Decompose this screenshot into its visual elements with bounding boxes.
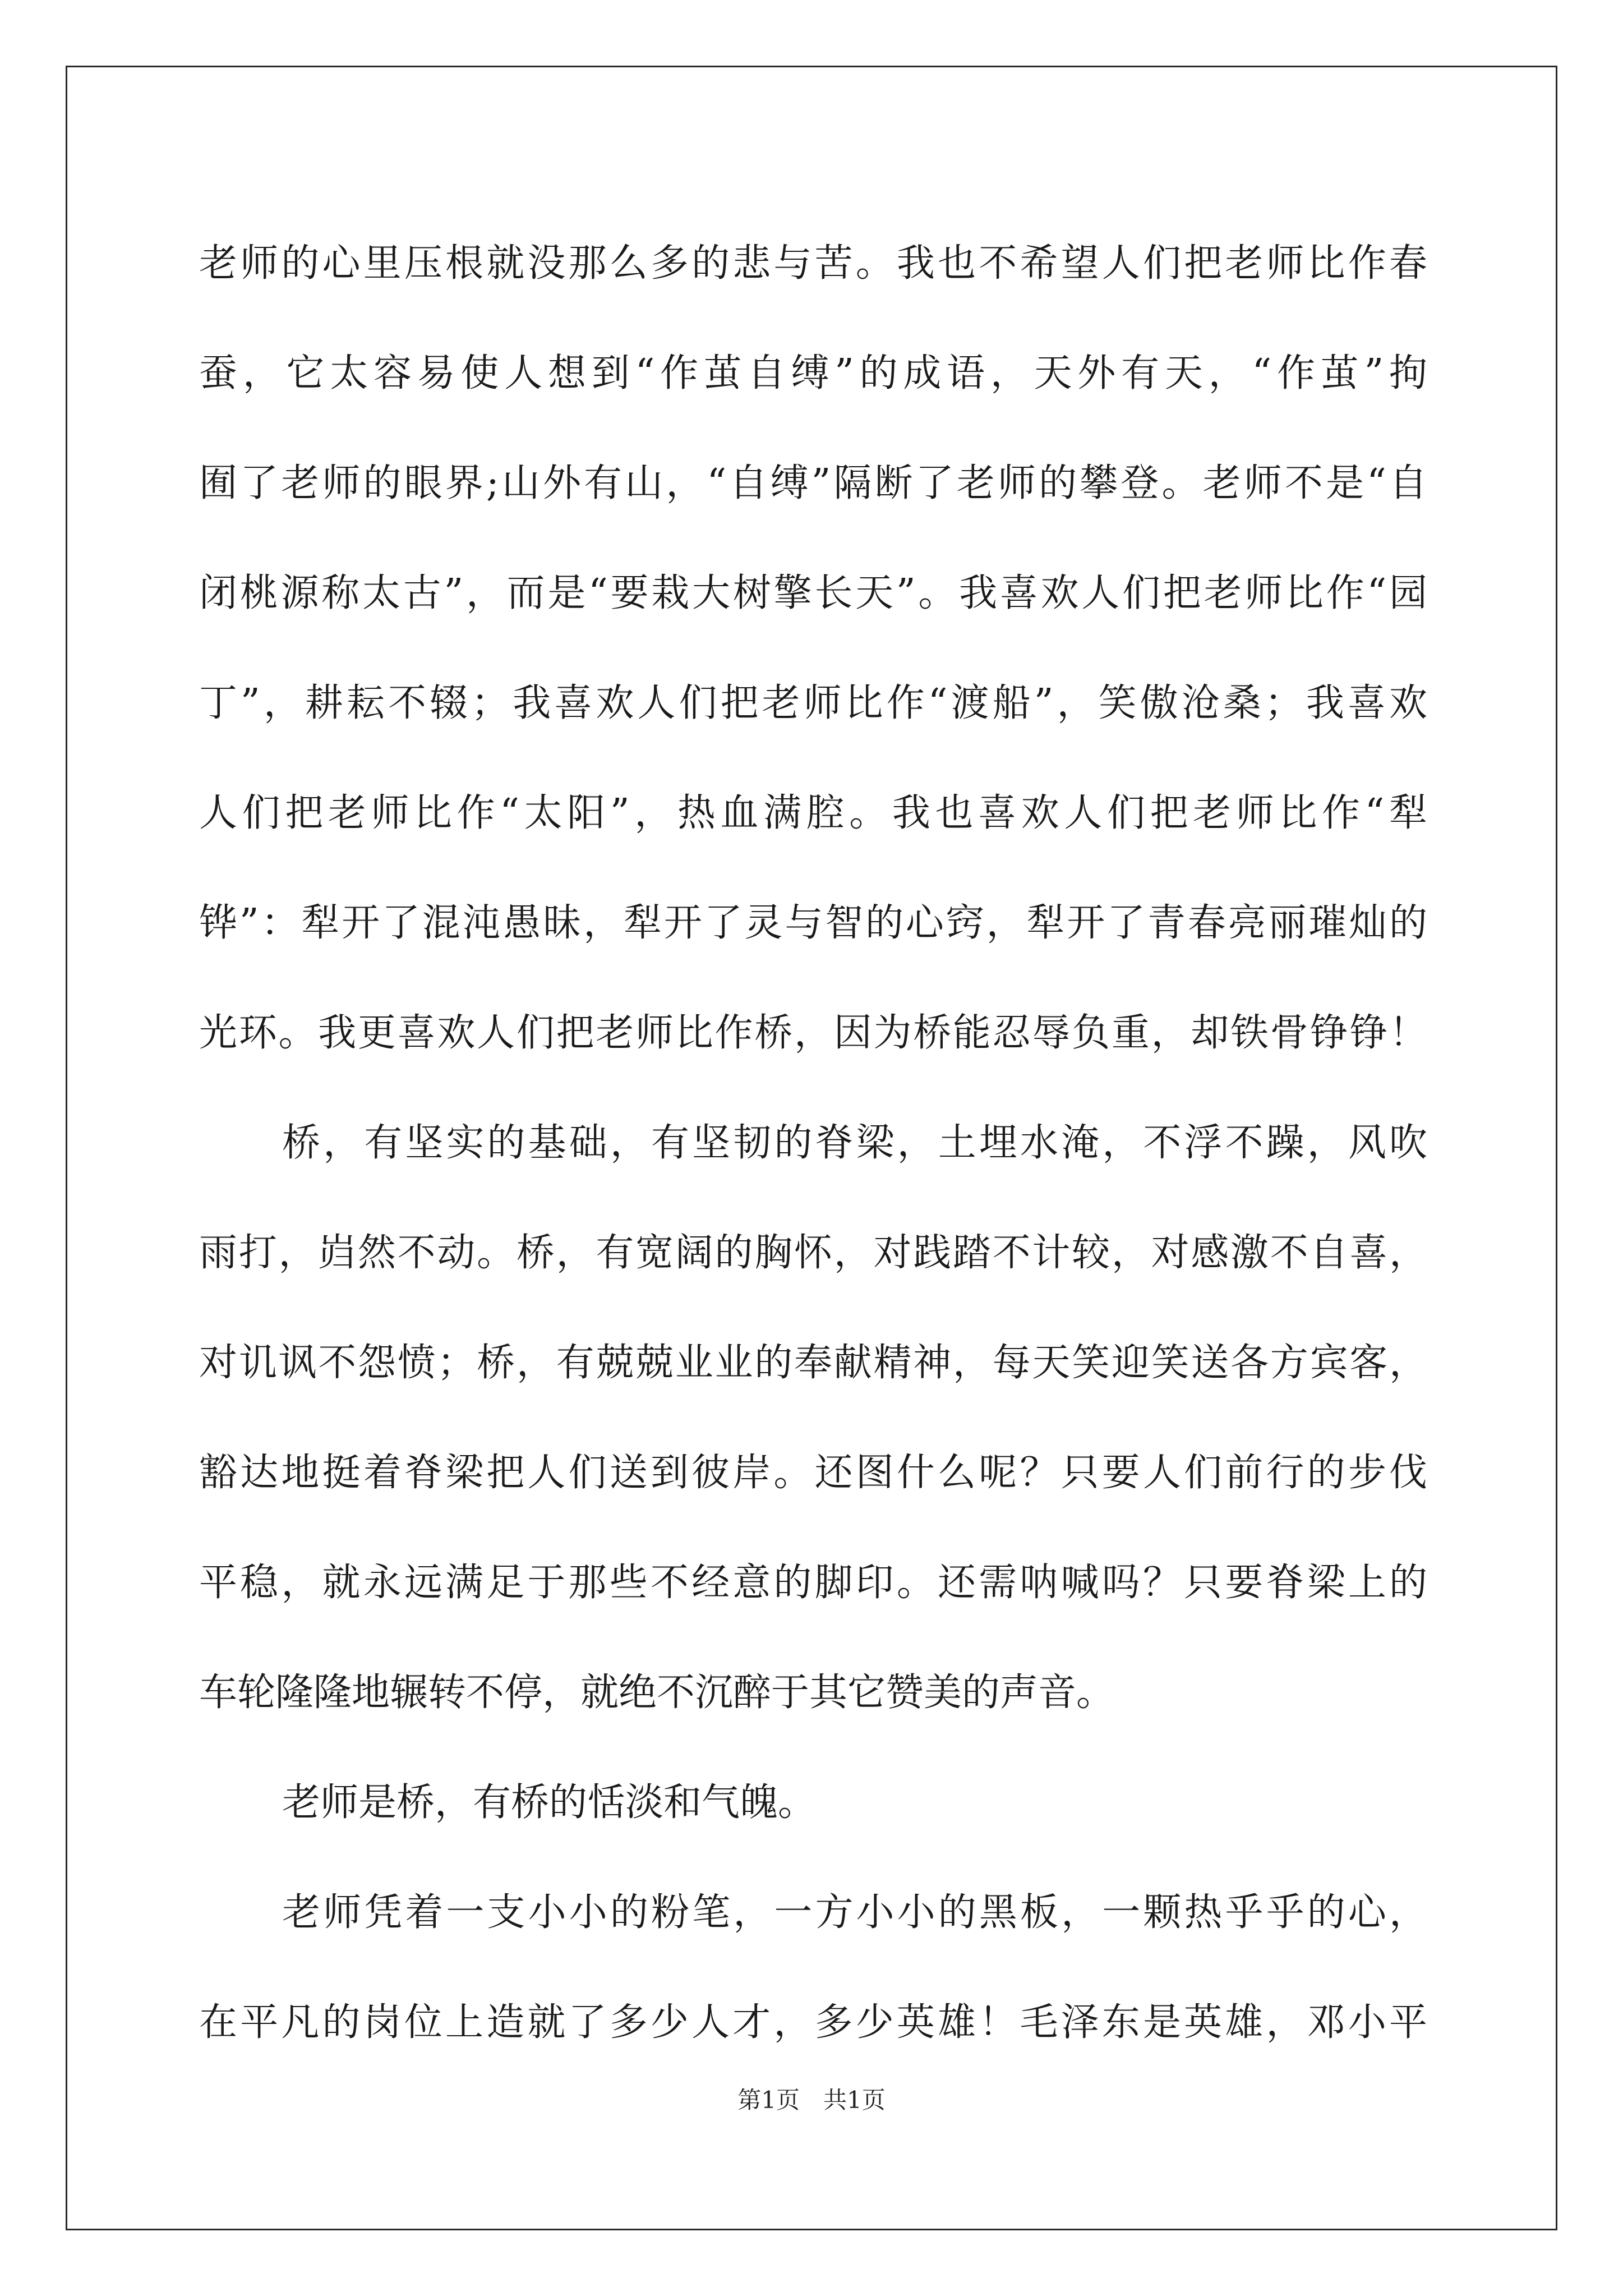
text-line: 丁”，耕耘不辍；我喜欢人们把老师比作“渡船”，笑傲沧桑；我喜欢 — [199, 681, 1427, 725]
paragraph-line: 老师是桥，有桥的恬淡和气魄。 — [282, 1780, 817, 1825]
text-line: 铧”：犁开了混沌愚昧，犁开了灵与智的心窍，犁开了青春亮丽璀灿的 — [199, 901, 1427, 945]
text-line: 平稳，就永远满足于那些不经意的脚印。还需呐喊吗？只要脊梁上的 — [199, 1561, 1427, 1605]
paragraph-start-line: 桥，有坚实的基础，有坚韧的脊梁，土埋水淹，不浮不躁，风吹 — [282, 1121, 1427, 1165]
text-line: 豁达地挺着脊梁把人们送到彼岸。还图什么呢？只要人们前行的步伐 — [199, 1451, 1427, 1495]
text-line: 囿了老师的眼界;山外有山，“自缚”隔断了老师的攀登。老师不是“自 — [199, 461, 1427, 505]
text-line: 闭桃源称太古”，而是“要栽大树擎长天”。我喜欢人们把老师比作“园 — [199, 571, 1427, 615]
text-line: 雨打，岿然不动。桥，有宽阔的胸怀，对践踏不计较，对感激不自喜， — [199, 1231, 1427, 1275]
paragraph-start-line: 老师凭着一支小小的粉笔，一方小小的黑板，一颗热乎乎的心， — [282, 1890, 1427, 1935]
paragraph-end-line: 车轮隆隆地辗转不停，就绝不沉醉于其它赞美的声音。 — [199, 1671, 1115, 1715]
document-body — [199, 209, 1427, 2078]
text-line: 光环。我更喜欢人们把老师比作桥，因为桥能忍辱负重，却铁骨铮铮！ — [199, 1011, 1427, 1055]
text-line: 老师的心里压根就没那么多的悲与苦。我也不希望人们把老师比作春 — [199, 241, 1427, 286]
text-line: 在平凡的岗位上造就了多少人才，多少英雄！毛泽东是英雄，邓小平 — [199, 2000, 1427, 2045]
text-line: 对讥讽不怨愤；桥，有兢兢业业的奉献精神，每天笑迎笑送各方宾客， — [199, 1341, 1427, 1385]
page-number-footer: 第1页 共1页 — [737, 2086, 886, 2114]
text-line: 人们把老师比作“太阳”，热血满腔。我也喜欢人们把老师比作“犁 — [199, 791, 1427, 835]
text-line: 蚕，它太容易使人想到“作茧自缚”的成语，天外有天，“作茧”拘 — [199, 351, 1427, 395]
